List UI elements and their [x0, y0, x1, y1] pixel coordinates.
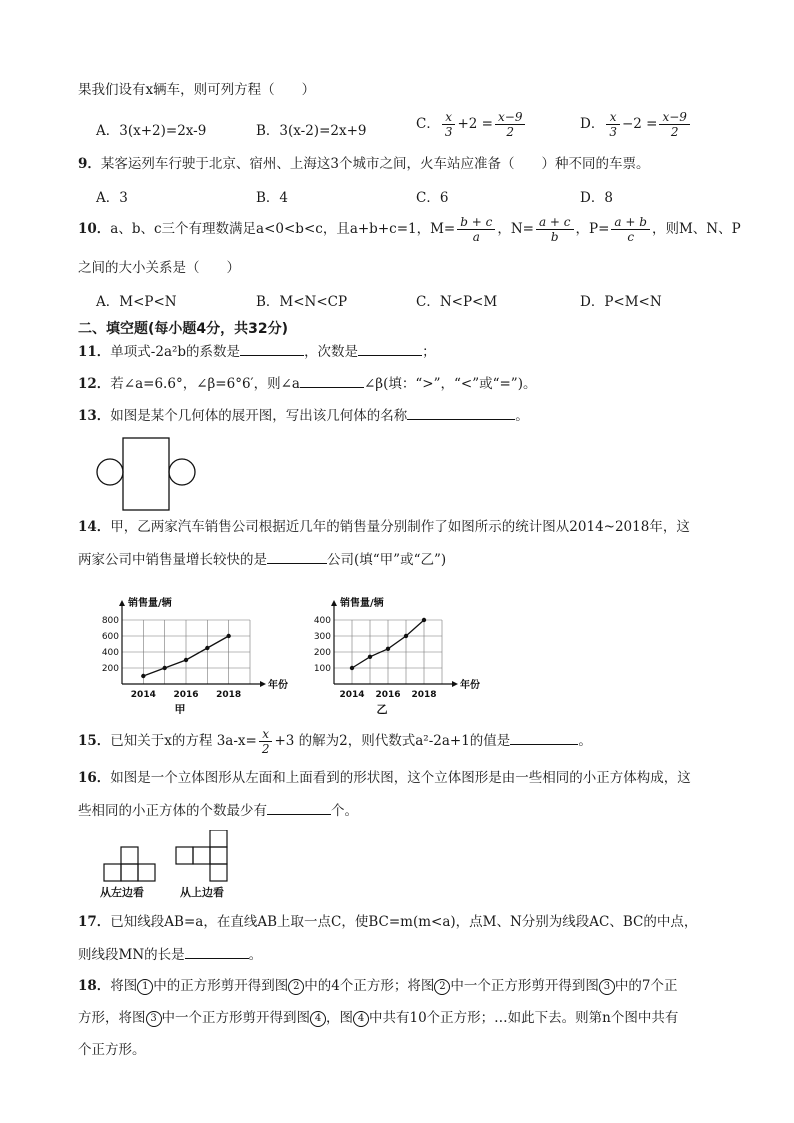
question-text: 中一个正方形剪开得到图: [161, 1010, 310, 1026]
question-number: 15．: [78, 733, 111, 749]
x-tick-label: 2018: [411, 690, 437, 700]
q16-line1: [78, 768, 691, 788]
q17-line1: [78, 912, 697, 932]
q13: [78, 405, 529, 426]
question-text: 两家公司中销售量增长较快的是: [78, 552, 267, 568]
top-view-figure: [176, 830, 227, 881]
answer-blank[interactable]: [407, 405, 515, 420]
circled-number: 4: [353, 1011, 369, 1027]
y-axis-arrow: [331, 600, 337, 606]
data-point: [226, 634, 230, 638]
base-circle-left: [97, 459, 123, 485]
y-tick-label: 400: [313, 616, 331, 626]
question-number: 18．: [78, 978, 111, 994]
question-number: 10．: [78, 221, 111, 237]
side-rectangle: [123, 438, 169, 510]
question-text: 如图是某个几何体的展开图，写出该几何体的名称: [110, 408, 408, 424]
data-point: [404, 634, 408, 638]
question-text: 中的7个正: [614, 978, 678, 994]
question-text: 。: [248, 947, 263, 963]
q9-option-a[interactable]: A．3: [96, 190, 128, 206]
question-number: 13．: [78, 408, 111, 424]
q16-line2: [78, 800, 358, 821]
question-text: 中的4个正方形；将图: [304, 978, 435, 994]
sales-chart-yi: [302, 592, 492, 714]
q8-option-b[interactable]: B．3(x-2)=2x+9: [256, 123, 367, 139]
question-text: ，P=: [575, 221, 610, 237]
question-text: 单项式-2a²b的系数是: [110, 344, 241, 360]
q15: [78, 724, 592, 758]
fraction: $\frac{x}{3}$: [442, 110, 456, 139]
question-text: ；: [422, 344, 436, 360]
y-axis-label: 销售量/辆: [340, 598, 384, 609]
q12: [78, 373, 536, 394]
chart-caption: 乙: [376, 703, 388, 714]
x-tick-label: 2016: [375, 690, 401, 700]
y-axis-label: 销售量/辆: [128, 598, 172, 609]
data-point: [141, 674, 145, 678]
x-axis-arrow: [452, 681, 458, 687]
q9-stem: [78, 154, 650, 174]
q10-option-b[interactable]: B．M<N<CP: [256, 294, 348, 310]
base-circle-right: [169, 459, 195, 485]
question-text: 若∠a=6.6°，∠β=6°6′，则∠a: [110, 376, 300, 392]
y-tick-label: 300: [313, 632, 331, 642]
x-tick-label: 2014: [339, 690, 365, 700]
q8-option-d[interactable]: [580, 110, 692, 139]
question-text: 如图是一个立体图形从左面和上面看到的形状图，这个立体图形是由一些相同的小正方体构成，这: [110, 770, 691, 786]
fraction: $\frac{x-9}{2}$: [495, 110, 525, 139]
q9-option-d[interactable]: D．8: [580, 190, 613, 206]
question-text: ∠β(填：“>”，“<”或“=”)。: [363, 376, 537, 392]
q9-option-b[interactable]: B．4: [256, 190, 289, 206]
top-view-label: 从上边看: [180, 886, 224, 899]
q14-line1: [78, 517, 690, 537]
y-tick-label: 200: [313, 648, 331, 658]
answer-blank[interactable]: [300, 373, 364, 388]
y-tick-label: 600: [101, 632, 119, 642]
x-tick-label: 2018: [216, 690, 242, 700]
y-tick-label: 100: [313, 664, 331, 674]
option-text: −2 =: [621, 116, 658, 132]
data-point: [162, 666, 166, 670]
answer-blank[interactable]: [267, 549, 327, 564]
question-text: 则线段MN的长是: [78, 947, 185, 963]
circled-number: 1: [137, 979, 153, 995]
question-text: ，则M、N、P: [651, 221, 741, 237]
left-view-figure: [104, 847, 155, 881]
y-tick-label: 400: [101, 648, 119, 658]
answer-blank[interactable]: [267, 800, 331, 815]
x-tick-label: 2016: [173, 690, 199, 700]
q8-option-a[interactable]: A．3(x+2)=2x-9: [96, 123, 207, 139]
question-text: a、b、c三个有理数满足a<0<b<c，且a+b+c=1，M=: [110, 221, 456, 237]
x-axis-arrow: [260, 681, 266, 687]
question-text: 。: [578, 733, 592, 749]
question-number: 12．: [78, 376, 111, 392]
fraction: $\frac{x}{2}$: [259, 727, 273, 756]
question-text: 中一个正方形剪开得到图: [450, 978, 599, 994]
question-number: 17．: [78, 914, 111, 930]
q8-option-c[interactable]: [416, 110, 527, 139]
data-point: [386, 647, 390, 651]
circled-number: 2: [288, 979, 304, 995]
fraction-n: $\frac{a + c}{b}$: [536, 215, 574, 244]
circled-number: 2: [434, 979, 450, 995]
question-number: 16．: [78, 770, 111, 786]
question-text: 已知关于x的方程 3a-x=: [110, 733, 257, 749]
q18-line1: [78, 976, 677, 996]
circled-number: 3: [599, 979, 615, 995]
question-text: 某客运列车行驶于北京、宿州、上海这3个城市之间，火车站应准备（ ）种不同的车票。: [100, 156, 650, 172]
question-text: 甲，乙两家汽车销售公司根据近几年的销售量分别制作了如图所示的统计图从2014~2018年，这: [110, 519, 690, 535]
question-text: +3 的解为2，则代数式a²-2a+1的值是: [274, 733, 511, 749]
question-text: 中的正方形剪开得到图: [153, 978, 289, 994]
y-tick-label: 200: [101, 664, 119, 674]
q18-line2: [78, 1008, 678, 1028]
chart-caption: 甲: [174, 703, 186, 714]
question-number: 14．: [78, 519, 111, 535]
question-text: 些相同的小正方体的个数最少有: [78, 803, 267, 819]
question-number: 9．: [78, 156, 101, 172]
y-tick-label: 800: [101, 616, 119, 626]
question-text: 公司(填“甲”或“乙”): [327, 552, 447, 568]
answer-blank[interactable]: [240, 341, 304, 356]
data-point: [184, 658, 188, 662]
question-text: 。: [515, 408, 529, 424]
option-label: C．: [416, 116, 440, 132]
q18-line3: 个正方形。: [78, 1042, 146, 1058]
answer-blank[interactable]: [358, 341, 422, 356]
q17-line2: [78, 944, 262, 965]
question-text: 已知线段AB=a，在直线AB上取一点C，使BC=m(m<a)，点M、N分别为线段AC、BC的中点，: [110, 914, 698, 930]
answer-blank[interactable]: [510, 730, 578, 745]
q10-option-a[interactable]: A．M<P<N: [96, 294, 177, 310]
fraction: $\frac{x-9}{2}$: [659, 110, 689, 139]
sales-chart-jia: [90, 592, 302, 714]
fraction: $\frac{x}{3}$: [606, 110, 620, 139]
question-text: 方形，将图: [78, 1010, 146, 1026]
question-text: 中共有10个正方形；…如此下去。则第n个图中共有: [369, 1010, 679, 1026]
option-label: D．: [580, 116, 605, 132]
data-point: [368, 655, 372, 659]
data-point: [422, 618, 426, 622]
cylinder-net-figure: [96, 436, 196, 512]
circled-number: 3: [146, 1011, 162, 1027]
q10-line2: 之间的大小关系是（ ）: [78, 260, 240, 276]
question-text: ，图: [326, 1010, 353, 1026]
section-title: 二、填空题(每小题4分，共32分): [78, 321, 289, 337]
question-text: 将图: [110, 978, 138, 994]
q10-option-d[interactable]: D．P<M<N: [580, 294, 662, 310]
q8-stem: 果我们设有x辆车，则可列方程（ ）: [78, 82, 316, 98]
question-number: 11．: [78, 344, 111, 360]
x-tick-label: 2014: [130, 690, 156, 700]
question-text: ，N=: [497, 221, 534, 237]
data-point: [350, 666, 354, 670]
answer-blank[interactable]: [185, 944, 249, 959]
option-text: +2 =: [457, 116, 493, 132]
question-text: ，次数是: [304, 344, 359, 360]
data-point: [205, 646, 209, 650]
q10-stem: [78, 214, 741, 244]
q11: [78, 341, 436, 362]
fraction-m: $\frac{b + c}{a}$: [457, 215, 495, 244]
fraction-p: $\frac{a + b}{c}$: [611, 215, 650, 244]
left-view-label: 从左边看: [100, 886, 144, 899]
question-text: 个。: [331, 803, 358, 819]
q9-option-c[interactable]: C．6: [416, 190, 449, 206]
q10-option-c[interactable]: C．N<P<M: [416, 294, 498, 310]
circled-number: 4: [310, 1011, 326, 1027]
x-axis-label: 年份: [460, 680, 480, 691]
y-axis-arrow: [119, 600, 125, 606]
x-axis-label: 年份: [268, 680, 288, 691]
q14-line2: [78, 549, 446, 570]
